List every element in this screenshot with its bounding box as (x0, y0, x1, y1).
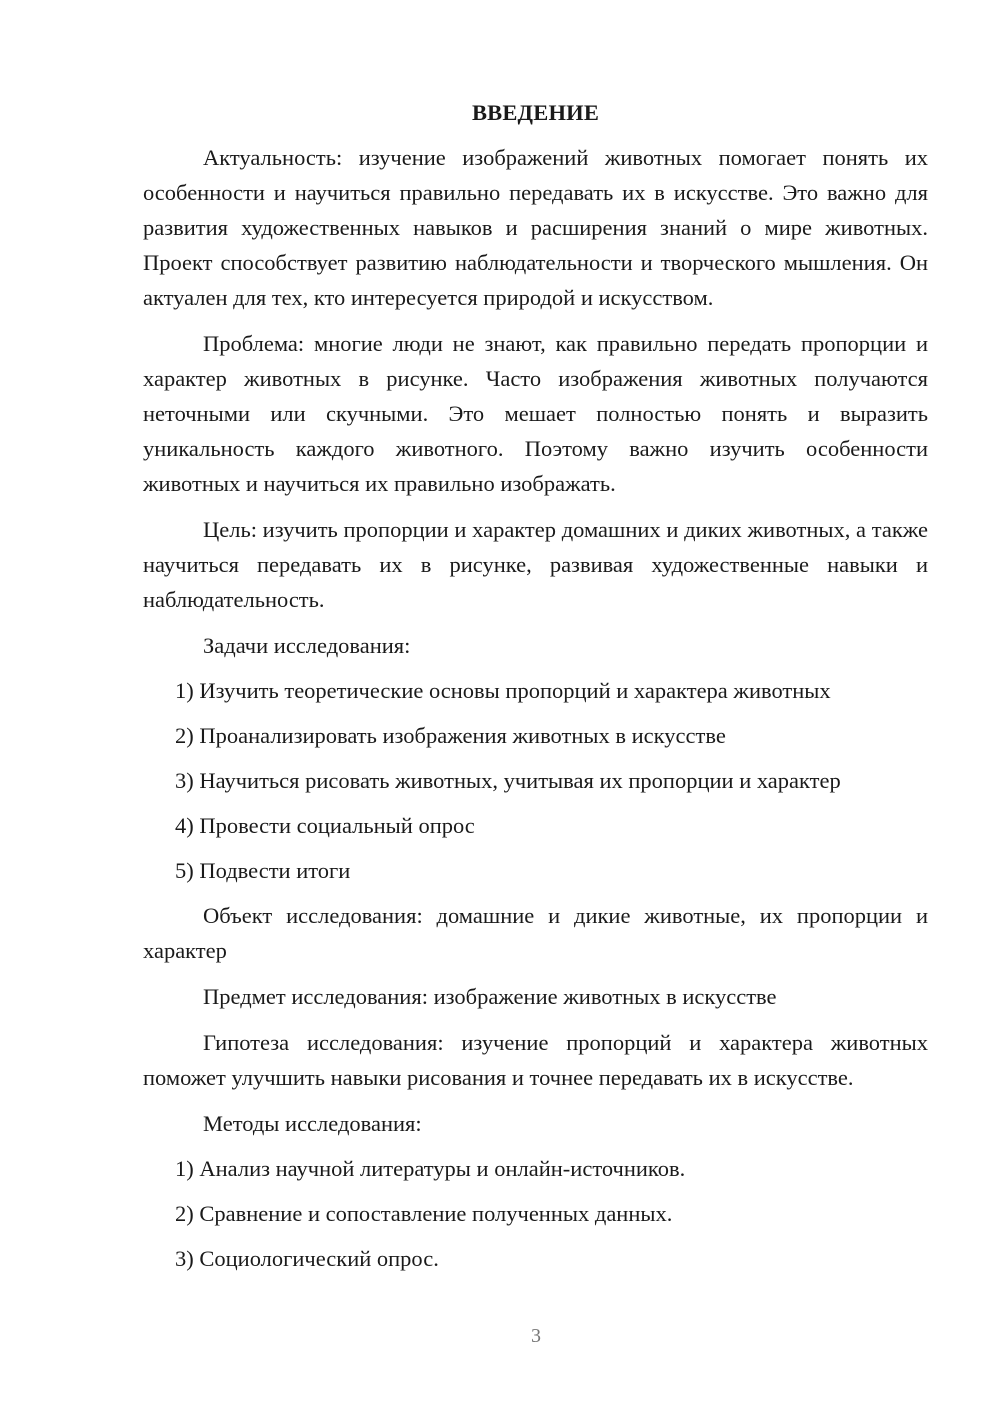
method-item-3: 3) Социологический опрос. (175, 1246, 439, 1271)
page-content (143, 95, 928, 1286)
object-paragraph: Объект исследования: домашние и дикие животные, их пропорции и характер (143, 903, 928, 963)
goal-paragraph: Цель: изучить пропорции и характер домашних и диких животных, а также научиться передавать их в рисунке, развивая художественные навыки и наблюдательность. (143, 517, 928, 612)
task-item-4: 4) Провести социальный опрос (175, 813, 475, 838)
task-item-2: 2) Проанализировать изображения животных в искусстве (175, 723, 726, 748)
method-item-1: 1) Анализ научной литературы и онлайн-источников. (175, 1156, 686, 1181)
section-title: ВВЕДЕНИЕ (471, 100, 600, 125)
problem-paragraph: Проблема: многие люди не знают, как правильно передать пропорции и характер животных в рисунке. Часто изображения животных получаются неточными или скучными. Это мешает полностью понять и выразить уникальность каждого животного. Поэтому важно изучить особенности животных и научиться их правильно изображать. (143, 331, 928, 496)
task-item-1: 1) Изучить теоретические основы пропорций и характера животных (175, 678, 831, 703)
methods-list (143, 1151, 928, 1276)
task-item-5: 5) Подвести итоги (175, 858, 351, 883)
task-item-3: 3) Научиться рисовать животных, учитывая их пропорции и характер (175, 768, 841, 793)
tasks-label: Задачи исследования: (203, 633, 411, 658)
tasks-list (143, 673, 928, 888)
relevance-paragraph: Актуальность: изучение изображений животных помогает понять их особенности и научиться правильно передавать их в искусстве. Это важно для развития художественных навыков и расширения знаний о мире животных. Проект способствует развитию наблюдательности и творческого мышления. Он актуален для тех, кто интересуется природой и искусством. (143, 145, 928, 310)
subject-paragraph: Предмет исследования: изображение животных в искусстве (203, 984, 777, 1009)
hypothesis-paragraph: Гипотеза исследования: изучение пропорций и характера животных поможет улучшить навыки рисования и точнее передавать их в искусстве. (143, 1030, 928, 1090)
method-item-2: 2) Сравнение и сопоставление полученных данных. (175, 1201, 673, 1226)
page-number: 3 (531, 1325, 541, 1347)
methods-label: Методы исследования: (203, 1111, 422, 1136)
